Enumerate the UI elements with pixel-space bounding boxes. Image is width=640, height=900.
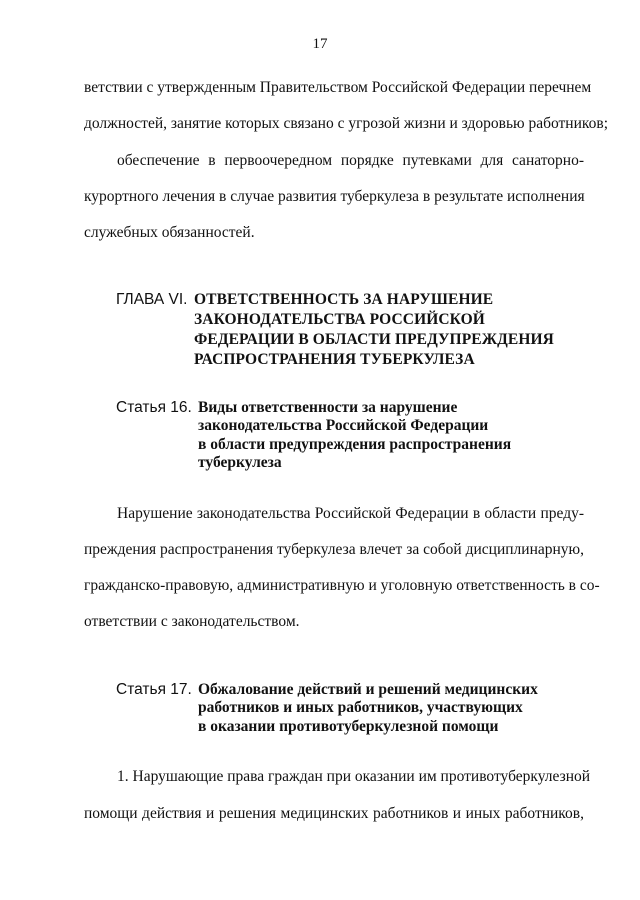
chapter-title-line-3: ФЕДЕРАЦИИ В ОБЛАСТИ ПРЕДУПРЕЖДЕНИЯ [194,331,554,348]
article-17-title-line-3: в оказании противотуберкулезной помощи [198,718,499,735]
article-17-title-line-2: работников и иных работников, участвующих [198,699,523,716]
article-17-body-line-1: 1. Нарушающие права граждан при оказании им противотуберкулезной [117,768,591,785]
article-16-body-line-1: Нарушение законодательства Российской Федерации в области преду- [117,505,584,522]
chapter-title-line-4: РАСПРОСТРАНЕНИЯ ТУБЕРКУЛЕЗА [194,351,475,368]
article-16-body-line-3: гражданско-правовую, административную и уголовную ответственность в со- [84,577,600,594]
article-16-title-line-4: туберкулеза [198,454,282,471]
intro-line-2: должностей, занятие которых связано с угрозой жизни и здоровью работников; [84,115,609,132]
intro-line-4: курортного лечения в случае развития туберкулеза в результате исполнения [84,188,585,205]
article-16-label: Статья 16. [116,399,192,416]
intro-line-1: ветствии с утвержденным Правительством Российской Федерации перечнем [84,79,592,96]
page-number: 17 [312,36,328,52]
intro-line-5: служебных обязанностей. [84,224,255,241]
article-17-label: Статья 17. [116,681,192,698]
article-16-body-line-4: ответствии с законодательством. [84,613,300,630]
article-17-body-line-2: помощи действия и решения медицинских работников и иных работников, [84,805,584,822]
article-16-title-line-3: в области предупреждения распространения [198,436,512,453]
article-16-body-line-2: преждения распространения туберкулеза влечет за собой дисциплинарную, [84,541,584,558]
article-16-title-line-2: законодательства Российской Федерации [198,417,489,434]
chapter-title-line-2: ЗАКОНОДАТЕЛЬСТВА РОССИЙСКОЙ [194,311,485,328]
chapter-label: ГЛАВА VI. [116,291,188,308]
chapter-title-line-1: ОТВЕТСТВЕННОСТЬ ЗА НАРУШЕНИЕ [194,291,494,308]
article-17-title-line-1: Обжалование действий и решений медицинских [198,681,538,698]
article-16-title-line-1: Виды ответственности за нарушение [198,399,458,416]
intro-line-3: обеспечение в первоочередном порядке путевками для санаторно- [117,152,584,169]
